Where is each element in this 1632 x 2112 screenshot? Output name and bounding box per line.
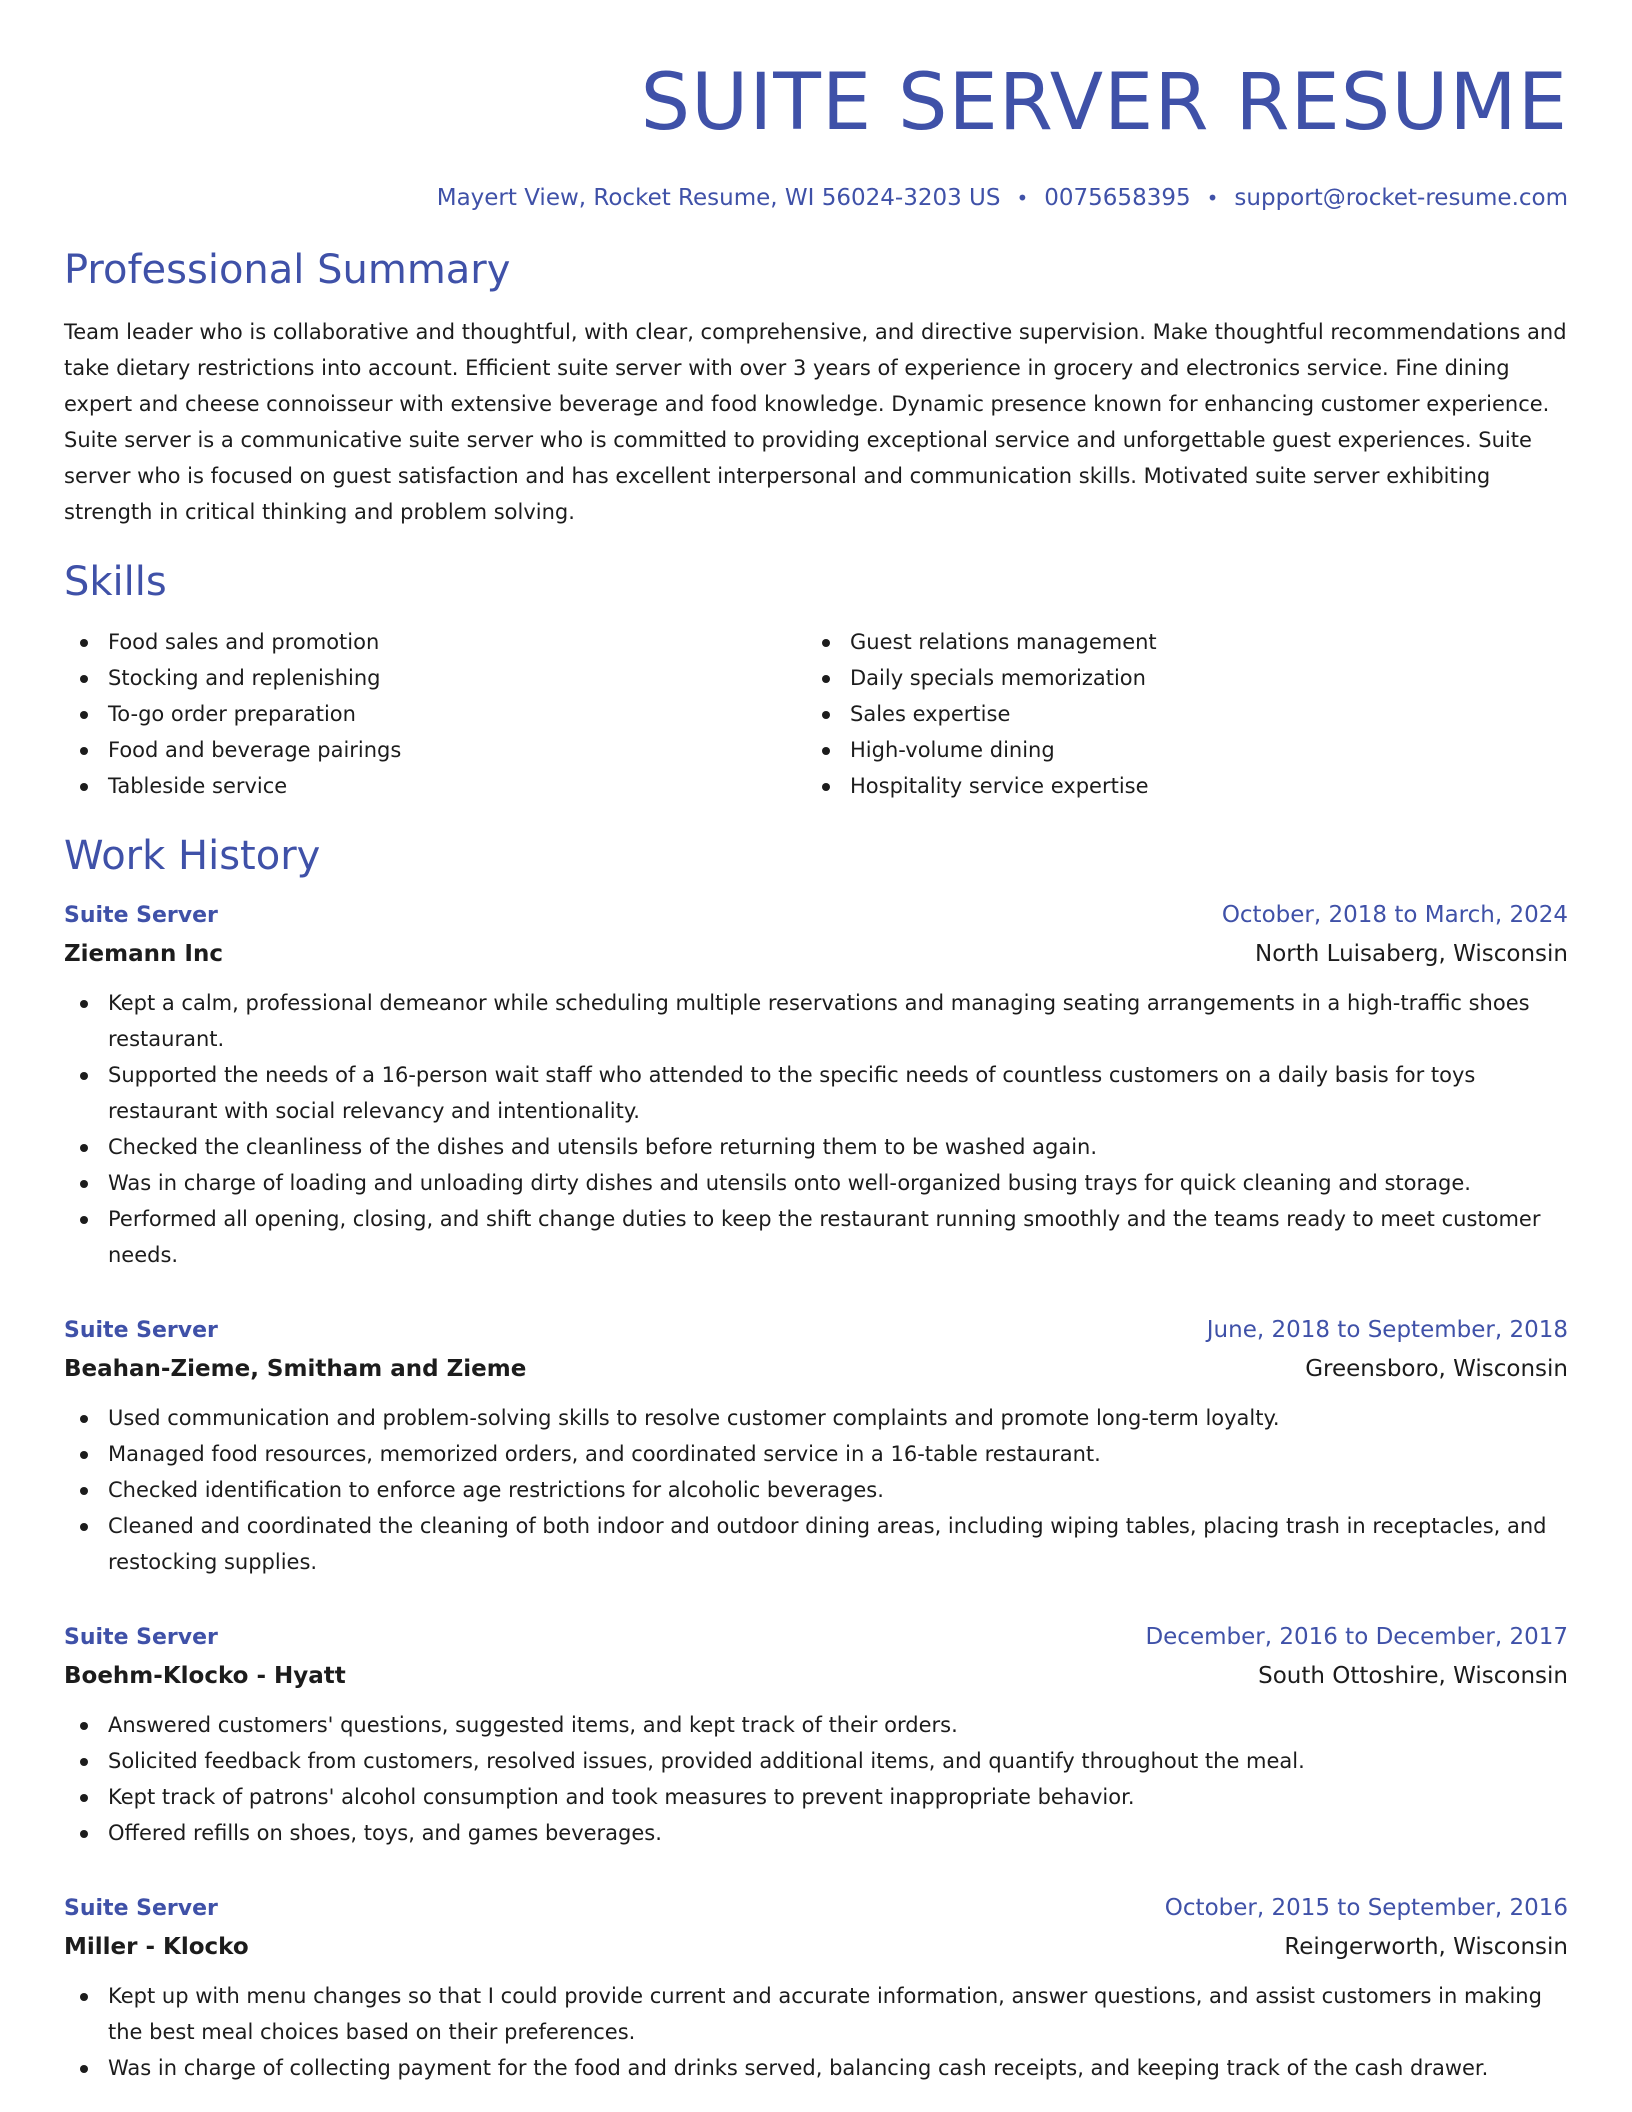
job-dates: October, 2015 to September, 2016	[1164, 1895, 1568, 1921]
job-duty: Checked identification to enforce age restrictions for alcoholic beverages.	[64, 1472, 1568, 1508]
contact-address: Mayert View, Rocket Resume, WI 56024-3203 US	[436, 185, 1001, 211]
contact-line	[64, 182, 1568, 214]
work-history-list	[64, 896, 1568, 2086]
job-duty: Kept up with menu changes so that I could provide current and accurate information, answer questions, and assist customers in making the best meal choices based on their preferences.	[64, 1978, 1568, 2050]
job-location: Greensboro, Wisconsin	[1305, 1356, 1568, 1382]
job-duties	[64, 1400, 1568, 1580]
job-title: Suite Server	[64, 1318, 218, 1343]
job-duty: Offered refills on shoes, toys, and games beverages.	[64, 1815, 1568, 1851]
job-duty: Checked the cleanliness of the dishes and utensils before returning them to be washed again.	[64, 1129, 1568, 1165]
job-title: Suite Server	[64, 1625, 218, 1650]
contact-phone: 0075658395	[1044, 185, 1191, 211]
job-company: Boehm-Klocko - Hyatt	[64, 1663, 346, 1689]
contact-separator: •	[1016, 186, 1029, 210]
job-location: Reingerworth, Wisconsin	[1284, 1934, 1568, 1960]
skill-item: Food and beverage pairings	[64, 732, 806, 768]
contact-separator: •	[1206, 186, 1219, 210]
skill-item: Hospitality service expertise	[806, 768, 1548, 804]
job-title: Suite Server	[64, 903, 218, 928]
job-title: Suite Server	[64, 1896, 218, 1921]
job-duty: Solicited feedback from customers, resolved issues, provided additional items, and quantify throughout the meal.	[64, 1743, 1568, 1779]
job-entry	[64, 1311, 1568, 1580]
job-duty: Was in charge of loading and unloading dirty dishes and utensils onto well-organized busing trays for quick cleaning and storage.	[64, 1165, 1568, 1201]
contact-email[interactable]: support@rocket-resume.com	[1234, 185, 1568, 211]
skill-item: Daily specials memorization	[806, 660, 1548, 696]
job-duty: Cleaned and coordinated the cleaning of both indoor and outdoor dining areas, including wiping tables, placing trash in receptacles, and restocking supplies.	[64, 1508, 1568, 1580]
job-duty: Answered customers' questions, suggested items, and kept track of their orders.	[64, 1707, 1568, 1743]
job-duty: Kept track of patrons' alcohol consumption and took measures to prevent inappropriate behavior.	[64, 1779, 1568, 1815]
job-entry	[64, 896, 1568, 1273]
skill-item: To-go order preparation	[64, 696, 806, 732]
skill-item: Sales expertise	[806, 696, 1548, 732]
skill-item: Tableside service	[64, 768, 806, 804]
resume-title: SUITE SERVER RESUME	[640, 58, 1568, 148]
skills-column-right	[806, 624, 1548, 804]
job-entry	[64, 1889, 1568, 2086]
skill-item: Stocking and replenishing	[64, 660, 806, 696]
job-dates: October, 2018 to March, 2024	[1221, 902, 1568, 928]
job-duties	[64, 985, 1568, 1273]
summary-heading: Professional Summary	[64, 247, 511, 293]
work-history-heading: Work History	[64, 833, 321, 879]
skills-list	[64, 624, 1568, 804]
job-duty: Was in charge of collecting payment for the food and drinks served, balancing cash receipts, and keeping track of the cash drawer.	[64, 2050, 1568, 2086]
summary-text: Team leader who is collaborative and thoughtful, with clear, comprehensive, and directive supervision. Make thoughtful recommendations and take dietary restrictions into account. Efficient suite server with over 3 years of experience in grocery and electronics service. Fine dining expert and cheese connoisseur with extensive beverage and food knowledge. Dynamic presence known for enhancing customer experience. Suite server is a communicative suite server who is committed to providing exceptional service and unforgettable guest experiences. Suite server who is focused on guest satisfaction and has excellent interpersonal and communication skills. Motivated suite server exhibiting strength in critical thinking and problem solving.	[64, 320, 1567, 524]
job-duties	[64, 1978, 1568, 2086]
job-location: North Luisaberg, Wisconsin	[1255, 941, 1568, 967]
skills-column-left	[64, 624, 806, 804]
job-dates: December, 2016 to December, 2017	[1145, 1624, 1568, 1650]
job-duties	[64, 1707, 1568, 1851]
job-company: Beahan-Zieme, Smitham and Zieme	[64, 1356, 527, 1382]
skills-heading: Skills	[64, 559, 167, 605]
job-entry	[64, 1618, 1568, 1851]
job-company: Ziemann Inc	[64, 941, 223, 967]
job-duty: Performed all opening, closing, and shift change duties to keep the restaurant running smoothly and the teams ready to meet customer needs.	[64, 1201, 1568, 1273]
skill-item: High-volume dining	[806, 732, 1548, 768]
skill-item: Guest relations management	[806, 624, 1548, 660]
job-duty: Kept a calm, professional demeanor while scheduling multiple reservations and managing seating arrangements in a high-traffic shoes restaurant.	[64, 985, 1568, 1057]
job-dates: June, 2018 to September, 2018	[1206, 1317, 1568, 1343]
job-location: South Ottoshire, Wisconsin	[1258, 1663, 1568, 1689]
job-company: Miller - Klocko	[64, 1934, 249, 1960]
job-duty: Supported the needs of a 16-person wait staff who attended to the specific needs of countless customers on a daily basis for toys restaurant with social relevancy and intentionality.	[64, 1057, 1568, 1129]
job-duty: Managed food resources, memorized orders, and coordinated service in a 16-table restaurant.	[64, 1436, 1568, 1472]
job-duty: Used communication and problem-solving skills to resolve customer complaints and promote long-term loyalty.	[64, 1400, 1568, 1436]
skill-item: Food sales and promotion	[64, 624, 806, 660]
